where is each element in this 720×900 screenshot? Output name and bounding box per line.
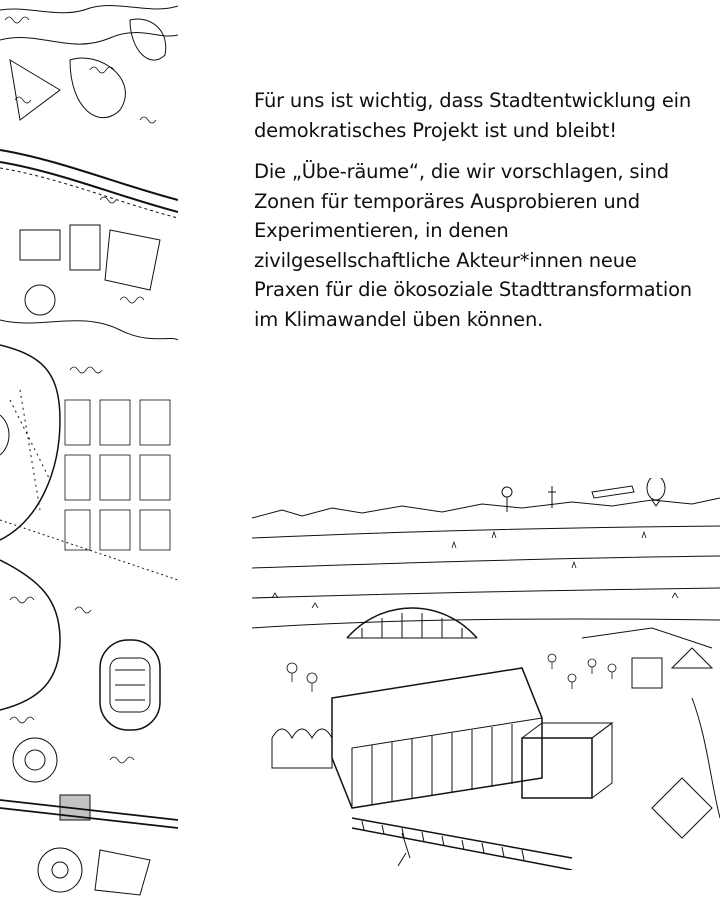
site-map-svg xyxy=(0,0,178,900)
site-map-drawing xyxy=(0,0,178,900)
map-divider xyxy=(178,0,180,900)
body-text xyxy=(254,86,694,346)
aerial-illustration xyxy=(252,478,720,870)
aerial-illustration-svg xyxy=(252,478,720,870)
paragraph-2: Die „Übe-räume“, die wir vorschlagen, sind Zonen für temporäres Ausprobieren und Experimentieren, in denen zivilgesellschaftliche Akteur*innen neue Praxen für die ökosoziale Stadttransformation im Klimawandel üben können. xyxy=(254,160,692,331)
paragraph-1: Für uns ist wichtig, dass Stadtentwicklung ein demokratisches Projekt ist und bleibt! xyxy=(254,89,692,142)
